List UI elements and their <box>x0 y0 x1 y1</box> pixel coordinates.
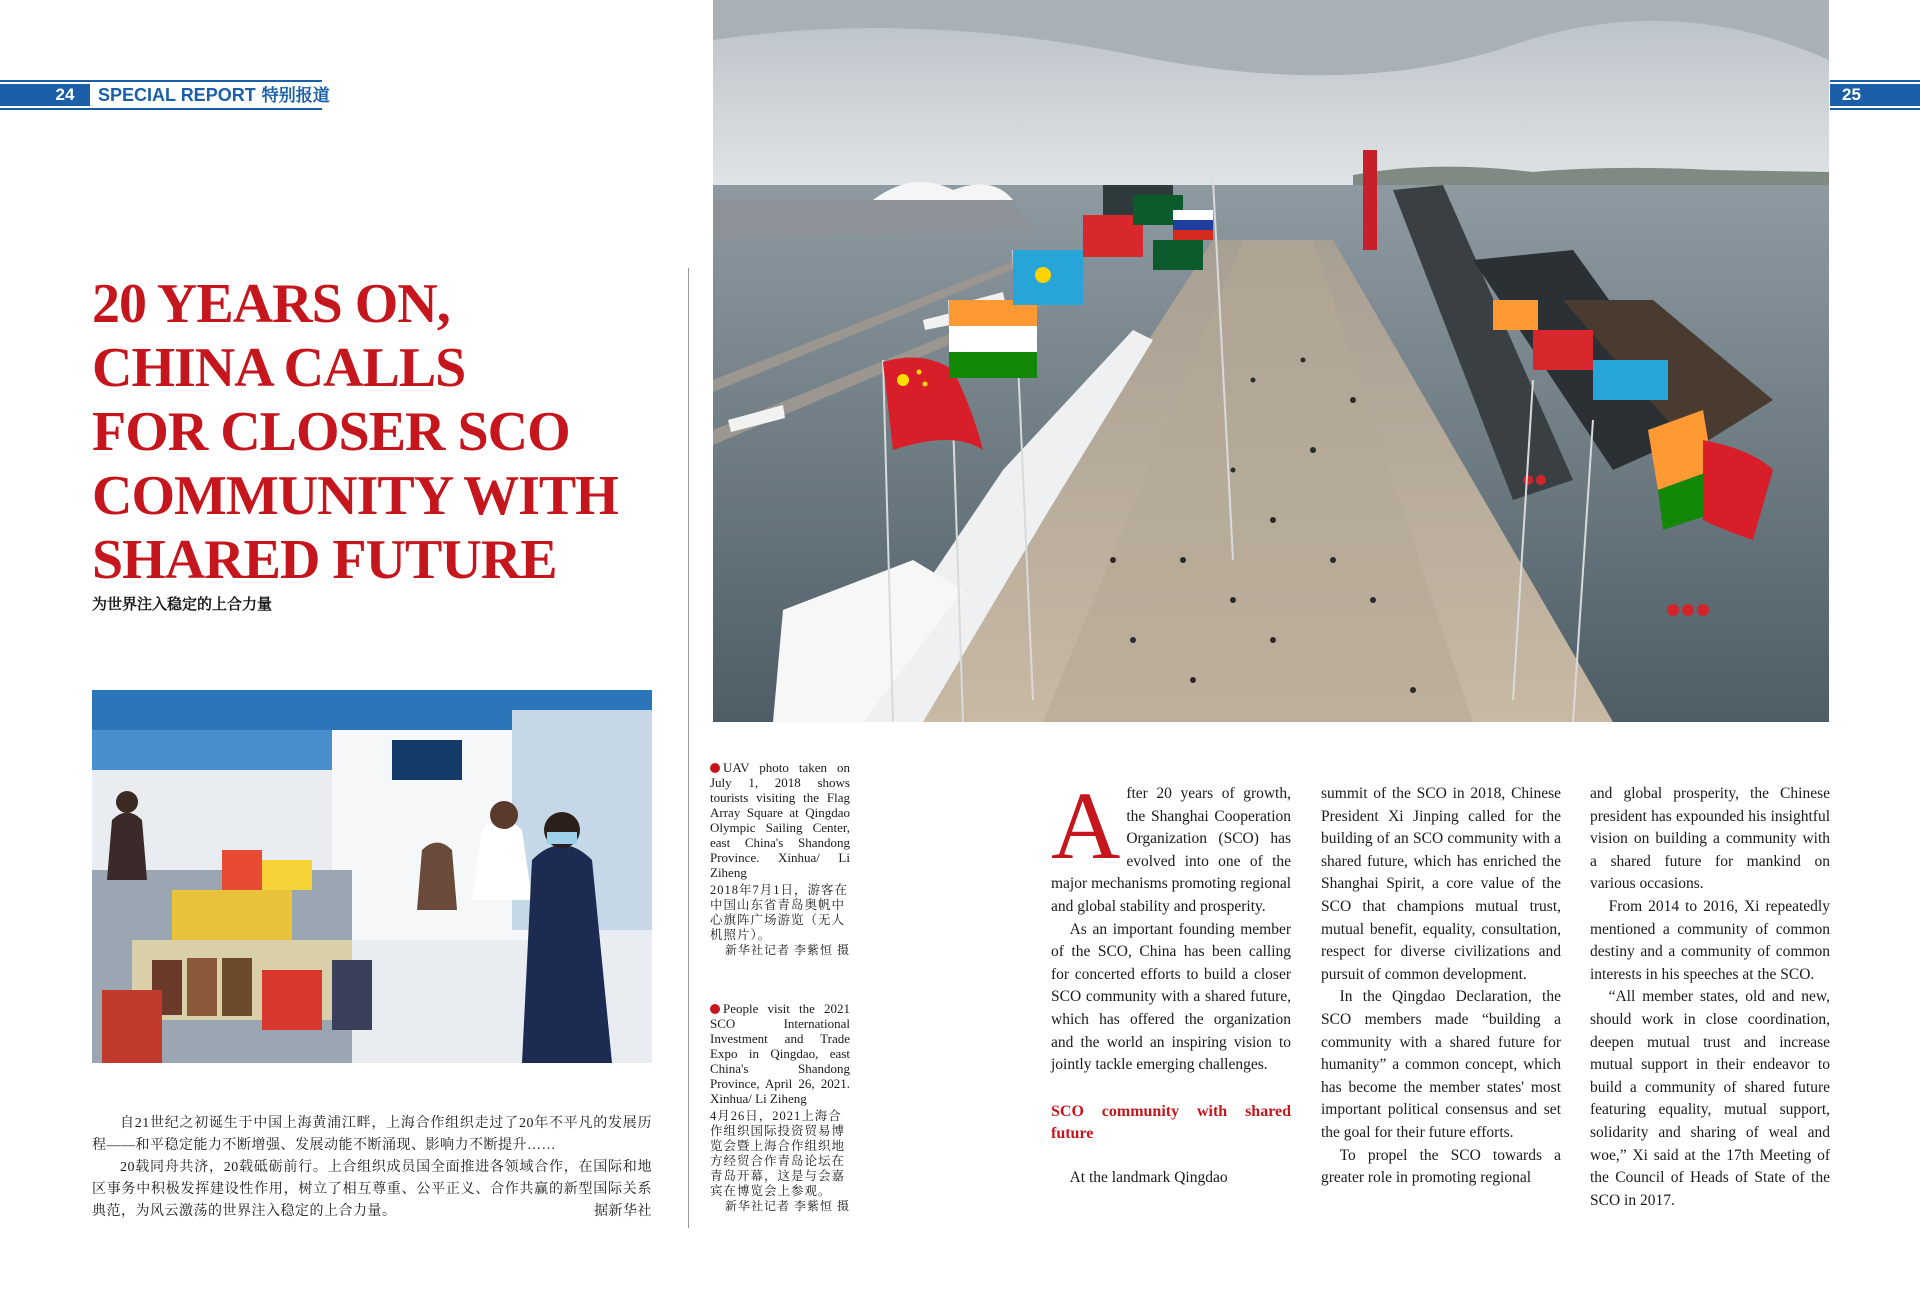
caption-bullet-icon <box>710 1004 720 1014</box>
headline-line: 20 YEARS ON, <box>92 273 450 335</box>
summary-paragraph: 20载同舟共济，20载砥砺前行。上合组织成员国全面推进各领域合作，在国际和地区事务中积极发挥建设性作用，树立了相互尊重、公平正义、合作共赢的新型国际关系典范，为风云激荡的世界注入稳定的上合力量。 <box>92 1160 652 1219</box>
column-divider <box>688 268 689 1228</box>
section-label-cn: 特别报道 <box>261 86 330 105</box>
drop-cap: A <box>1051 772 1121 879</box>
photo-caption-2 <box>710 1001 850 1214</box>
headline-line: COMMUNITY WITH <box>92 465 618 527</box>
caption-en-text: UAV photo taken on July 1, 2018 shows tourists visiting the Flag Array Square at Qingdao Olympic Sailing Center, east China's Shandong Province. Xinhua/ Li Ziheng <box>710 760 850 880</box>
caption-en <box>710 1001 850 1106</box>
page-header-right <box>1830 80 1920 110</box>
summary-source: 据新华社 <box>594 1204 652 1219</box>
article-paragraph: and global prosperity, the Chinese president has expounded his insightful vision on building a community with a shared future for mankind on various occasions. <box>1590 785 1830 893</box>
article-paragraph: summit of the SCO in 2018, Chinese President Xi Jinping called for the building of an SCO community with a shared future, which has enriched the Shanghai Spirit, a core value of the SCO that champions mutual trust, mutual benefit, equality, consultation, respect for diverse civilizations and pursuit of common development. <box>1321 785 1561 983</box>
article-paragraph: From 2014 to 2016, Xi repeatedly mentioned a community of common destiny and a community of common interests in his speeches at the SCO. <box>1590 897 1830 983</box>
caption-cn: 2018年7月1日，游客在中国山东省青岛奥帆中心旗阵广场游览（无人机照片）。 <box>710 883 849 942</box>
caption-cn: 4月26日，2021上海合作组织国际投资贸易博览会暨上海合作组织地方经贸合作青岛论坛在青岛开幕，这是与会嘉宾在博览会上参观。 <box>710 1109 846 1198</box>
article-paragraph: “All member states, old and new, should work in close coordination, deepen mutual trust and increase mutual support in their endeavor to build a community of shared future featuring equality, mutual support, solidarity and sharing of weal and woe,” Xi said at the 17th Meeting of the Council of Heads of State of the SCO in 2017. <box>1590 988 1830 1209</box>
trade-expo-booth-photo <box>92 690 652 1063</box>
article-paragraph: In the Qingdao Declaration, the SCO members made “building a community with a shared future for humanity” a common concept, which has become the member states' most important political consensus and set the goal for their future efforts. <box>1321 988 1561 1141</box>
section-heading: SCO community with shared future <box>1051 1102 1291 1142</box>
subheadline-cn: 为世界注入稳定的上合力量 <box>92 596 273 613</box>
caption-en <box>710 760 850 880</box>
headline-line: FOR CLOSER SCO <box>92 401 570 463</box>
article-paragraph <box>1051 772 1291 919</box>
caption-credit: 新华社记者 李紫恒 摄 <box>724 943 850 957</box>
caption-bullet-icon <box>710 763 720 773</box>
headline-line: CHINA CALLS <box>92 337 466 399</box>
article-paragraph: As an important founding member of the SCO, China has been calling for concerted efforts to build a closer SCO community with a shared future, which has offered the organization and the world an inspiring vision to jointly tackle emerging challenges. <box>1051 920 1291 1074</box>
caption-credit: 新华社记者 李紫恒 摄 <box>724 1199 850 1213</box>
article-column-3 <box>1590 783 1830 1212</box>
headline <box>92 272 692 592</box>
caption-en-text: People visit the 2021 SCO International Investment and Trade Expo in Qingdao, east China's Shandong Province, April 26, 2021. Xinhua/ Li Ziheng <box>710 1001 850 1106</box>
header-rule-top <box>1830 80 1920 82</box>
header-rule-bottom <box>1830 108 1920 110</box>
article-column-2 <box>1321 783 1561 1190</box>
section-label-en: SPECIAL REPORT <box>98 85 256 105</box>
flag-array-square-photo <box>713 0 1829 722</box>
page-number-left: 24 <box>0 84 90 106</box>
page-header-left <box>0 80 330 110</box>
article-paragraph: At the landmark Qingdao <box>1069 1168 1228 1186</box>
article-paragraph: To propel the SCO towards a greater role in promoting regional <box>1321 1146 1561 1187</box>
page-number-right: 25 <box>1830 84 1920 106</box>
header-rule-top <box>0 80 322 82</box>
article-column-1 <box>1051 772 1291 1189</box>
section-label <box>98 84 330 106</box>
summary-paragraph: 自21世纪之初诞生于中国上海黄浦江畔，上海合作组织走过了20年不平凡的发展历程——和平稳定能力不断增强、发展动能不断涌现、影响力不断提升…… <box>92 1116 652 1153</box>
chinese-summary <box>92 1113 652 1223</box>
header-rule-bottom <box>0 108 322 110</box>
article-text: fter 20 years of growth, the Shanghai Cooperation Organization (SCO) has evolved into one of the major mechanisms promoting regional and global stability and prosperity. <box>1051 785 1291 915</box>
headline-line: SHARED FUTURE <box>92 529 557 591</box>
photo-caption-1 <box>710 760 850 958</box>
